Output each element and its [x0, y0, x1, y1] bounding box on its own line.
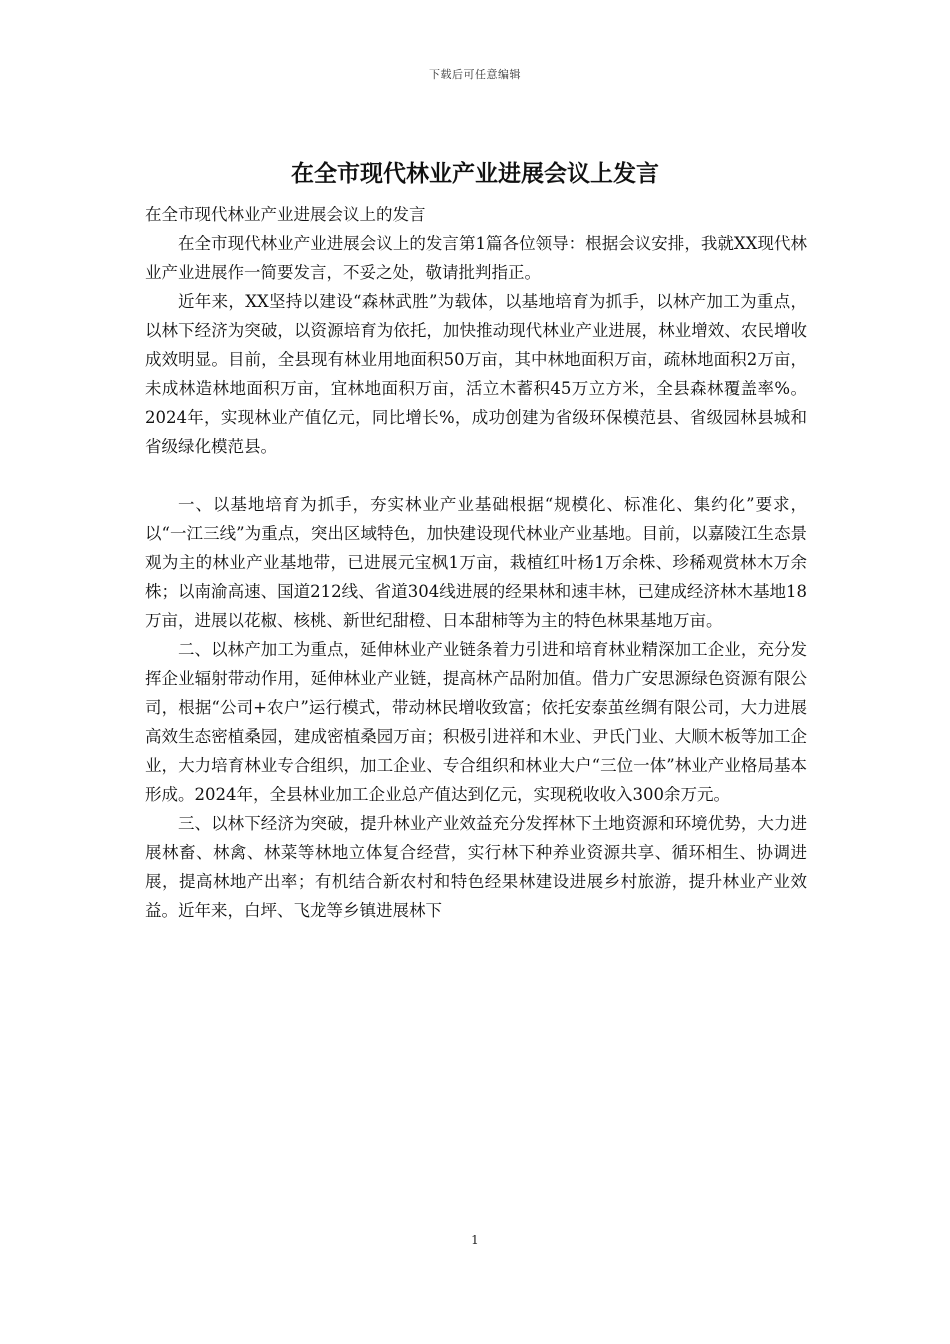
paragraph-5: 三、以林下经济为突破，提升林业产业效益充分发挥林下土地资源和环境优势，大力进展林畜、林禽、林菜等林地立体复合经营，实行林下种养业资源共享、循环相生、协调进展，提高林地产出率；有机结合新农村和特色经果林建设进展乡村旅游，提升林业产业效益。近年来，白坪、飞龙等乡镇进展林下 — [145, 814, 807, 920]
header-note: 下载后可任意编辑 — [429, 68, 521, 81]
page-number: 1 — [471, 1233, 479, 1247]
paragraph-spacer — [145, 461, 807, 490]
paragraph-2: 近年来，XX坚持以建设“森林武胜”为载体，以基地培育为抓手，以林产加工为重点，以林下经济为突破，以资源培育为依托，加快推动现代林业产业进展，林业增效、农民增收成效明显。目前，全县现有林业用地面积50万亩，其中林地面积万亩，疏林地面积2万亩，未成林造林地面积万亩，宜林地面积万亩，活立木蓄积45万立方米，全县森林覆盖率%。2024年，实现林业产值亿元，同比增长%，成功创建为省级环保模范县、省级园林县城和省级绿化模范县。 — [145, 292, 807, 456]
paragraph-3: 一、以基地培育为抓手，夯实林业产业基础根据“规模化、标准化、集约化”要求，以“一江三线”为重点，突出区域特色，加快建设现代林业产业基地。目前，以嘉陵江生态景观为主的林业产业基地带，已进展元宝枫1万亩，栽植红叶杨1万余株、珍稀观赏林木万余株；以南渝高速、国道212线、省道304线进展的经果林和速丰林，已建成经济林木基地18万亩，进展以花椒、核桃、新世纪甜橙、日本甜柿等为主的特色林果基地万亩。 — [145, 495, 807, 630]
paragraph-4: 二、以林产加工为重点，延伸林业产业链条着力引进和培育林业精深加工企业，充分发挥企业辐射带动作用，延伸林业产业链，提高林产品附加值。借力广安思源绿色资源有限公司，根据“公司+农户”运行模式，带动林民增收致富；依托安泰茧丝绸有限公司，大力进展高效生态密植桑园，建成密植桑园万亩；积极引进祥和木业、尹氏门业、大顺木板等加工企业，大力培育林业专合组织，加工企业、专合组织和林业大户“三位一体”林业产业格局基本形成。2024年，全县林业加工企业总产值达到亿元，实现税收收入300余万元。 — [145, 640, 807, 804]
document-subtitle: 在全市现代林业产业进展会议上的发言 — [145, 205, 426, 224]
document-title: 在全市现代林业产业进展会议上发言 — [291, 161, 659, 187]
document-body — [145, 200, 807, 925]
paragraph-1: 在全市现代林业产业进展会议上的发言第1篇各位领导：根据会议安排，我就XX现代林业产业进展作一简要发言，不妥之处，敬请批判指正。 — [145, 234, 807, 282]
